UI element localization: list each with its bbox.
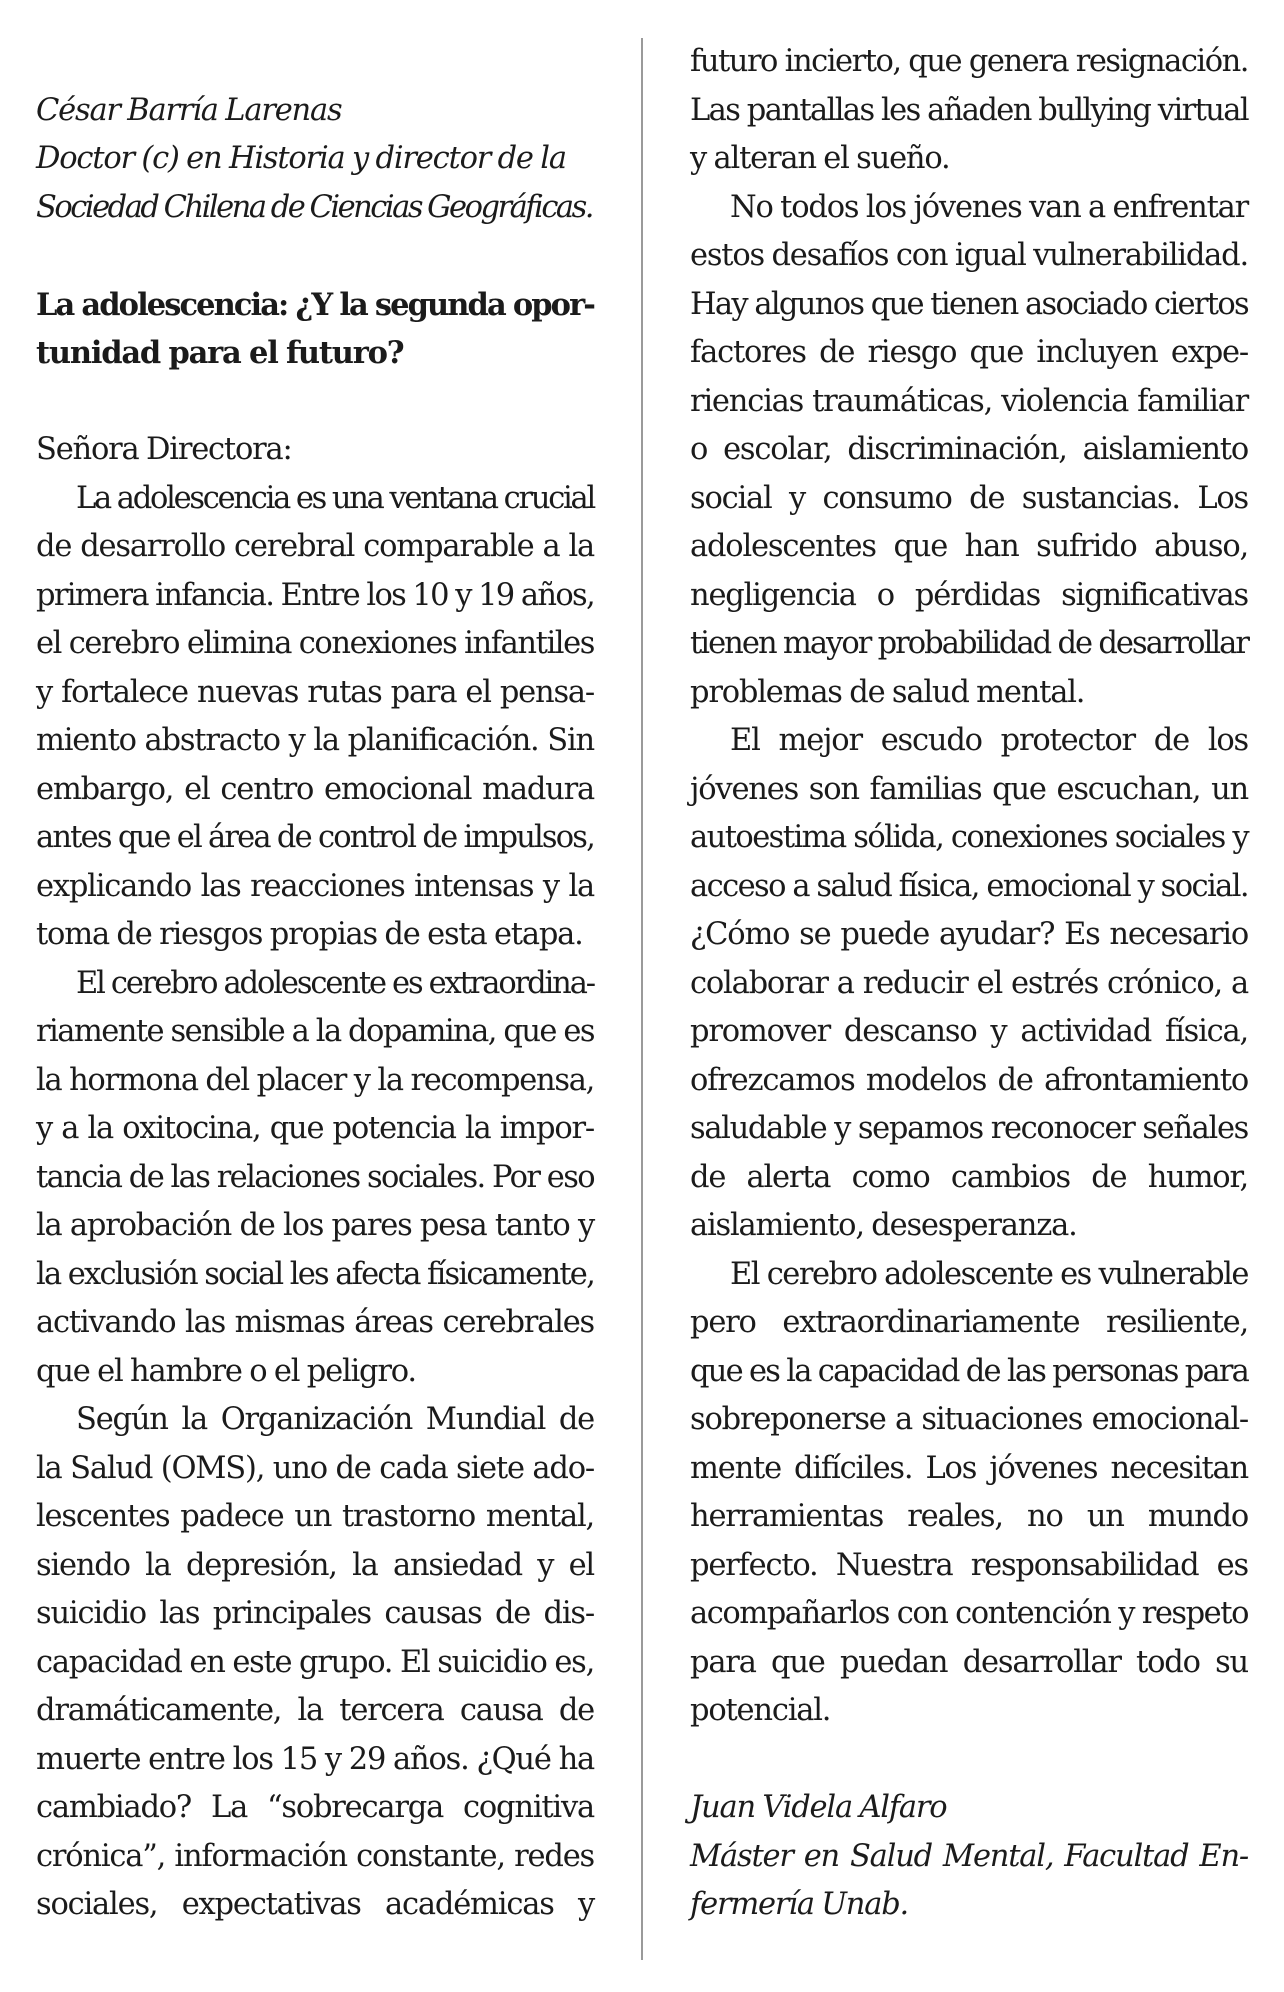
signature-juan-videla (690, 1784, 1248, 1930)
spacer (36, 378, 594, 427)
body-text-line: No todos los jóvenes van a enfrentar (730, 189, 1248, 225)
body-text-line: saludable y sepamos reconocer señales (690, 1111, 1248, 1146)
body-text-line: toma de riesgos propias de esta etapa. (36, 917, 583, 952)
body-text-line: capacidad en este grupo. El suicidio es, (36, 1644, 594, 1680)
body-text-line: futuro incierto, que genera resignación. (690, 44, 1248, 79)
body-text-line: tancia de las relaciones sociales. Por eso (36, 1159, 594, 1195)
letter-body-left (36, 475, 594, 1930)
body-text-line: embargo, el centro emocional madura (36, 771, 594, 807)
headline-line: La adolescencia: ¿Y la segunda opor- (36, 286, 594, 323)
body-text-line: jóvenes son familias que escuchan, un (690, 771, 1248, 807)
body-text-line: siendo la depresión, la ansiedad y el (36, 1547, 594, 1583)
signature-cesar-barria (36, 87, 594, 233)
body-text-line: dramáticamente, la tercera causa de (36, 1693, 594, 1728)
body-text-line: pero extraordinariamente resiliente, (690, 1305, 1248, 1340)
salutation: Señora Directora: (36, 432, 292, 467)
signature-title-line: fermería Unab. (690, 1887, 909, 1922)
body-text-line: social y consumo de sustancias. Los (690, 480, 1248, 516)
body-text-line: ¿Cómo se puede ayudar? Es necesario (690, 917, 1248, 952)
signature-title-line: Sociedad Chilena de Ciencias Geográficas. (36, 189, 592, 225)
body-text-line: el cerebro elimina conexiones infantiles (36, 626, 594, 661)
body-text-line: y fortalece nuevas rutas para el pensa- (36, 674, 594, 710)
body-text-line: colaborar a reducir el estrés crónico, a (690, 965, 1248, 1001)
body-text-line: Según la Organización Mundial de (76, 1402, 594, 1437)
body-text-line: La adolescencia es una ventana crucial (76, 480, 594, 516)
body-text-line: la exclusión social les afecta físicamente, (36, 1256, 594, 1292)
signature-title-line: Máster en Salud Mental, Facultad En- (690, 1838, 1248, 1874)
body-text-line: promover descanso y actividad física, (690, 1014, 1248, 1049)
body-text-line: y alteran el sueño. (690, 141, 950, 176)
body-text-line: sobreponerse a situaciones emocional- (690, 1402, 1248, 1437)
body-text-line: riencias traumáticas, violencia familiar (690, 383, 1248, 419)
body-text-line: para que puedan desarrollar todo su (690, 1644, 1248, 1680)
body-text-line: herramientas reales, no un mundo (690, 1499, 1248, 1534)
body-text-line: factores de riesgo que incluyen expe- (690, 335, 1248, 370)
signature-title-line: Doctor (c) en Historia y director de la (36, 141, 566, 176)
body-text-line: la hormona del placer y la recompensa, (36, 1062, 594, 1098)
signature-name: Juan Videla Alfaro (690, 1790, 947, 1825)
body-text-line: El cerebro adolescente es vulnerable (730, 1256, 1248, 1292)
body-text-line: que el hambre o el peligro. (36, 1353, 416, 1389)
body-text-line: activando las mismas áreas cerebrales (36, 1305, 594, 1340)
body-text-line: suicidio las principales causas de dis- (36, 1596, 594, 1631)
body-text-line: mente difíciles. Los jóvenes necesitan (690, 1450, 1248, 1486)
body-text-line: Hay algunos que tienen asociado ciertos (690, 286, 1248, 322)
headline-line: tunidad para el futuro? (36, 335, 404, 371)
letter-body-right (690, 38, 1248, 1736)
right-column (690, 38, 1248, 1930)
signature-name: César Barría Larenas (36, 92, 342, 128)
body-text-line: tienen mayor probabilidad de desarrollar (690, 626, 1248, 661)
body-text-line: crónica”, información constante, redes (36, 1838, 594, 1874)
spacer (36, 38, 594, 87)
body-text-line: primera infancia. Entre los 10 y 19 años, (36, 577, 594, 613)
body-text-line: autoestima sólida, conexiones sociales y (690, 820, 1248, 855)
body-text-line: muerte entre los 15 y 29 años. ¿Qué ha (36, 1741, 594, 1777)
body-text-line: perfecto. Nuestra responsabilidad es (690, 1547, 1248, 1583)
body-text-line: lescentes padece un trastorno mental, (36, 1499, 594, 1534)
body-text-line: miento abstracto y la planificación. Sin (36, 723, 594, 758)
body-text-line: estos desafíos con igual vulnerabilidad. (690, 238, 1248, 273)
body-text-line: sociales, expectativas académicas y (36, 1887, 594, 1922)
left-column (36, 38, 594, 1930)
body-text-line: que es la capacidad de las personas para (690, 1353, 1248, 1389)
body-text-line: cambiado? La “sobrecarga cognitiva (36, 1790, 594, 1825)
body-text-line: problemas de salud mental. (690, 674, 1085, 710)
spacer (690, 1736, 1248, 1785)
body-text-line: o escolar, discriminación, aislamiento (690, 432, 1248, 467)
body-text-line: adolescentes que han sufrido abuso, (690, 529, 1248, 564)
column-divider (641, 38, 643, 1960)
body-text-line: Las pantallas les añaden bullying virtual (690, 92, 1248, 128)
body-text-line: El mejor escudo protector de los (730, 723, 1248, 758)
body-text-line: de desarrollo cerebral comparable a la (36, 529, 594, 564)
body-text-line: ofrezcamos modelos de afrontamiento (690, 1062, 1248, 1098)
body-text-line: potencial. (690, 1693, 831, 1728)
body-text-line: riamente sensible a la dopamina, que es (36, 1014, 594, 1049)
body-text-line: y a la oxitocina, que potencia la impor- (36, 1111, 594, 1146)
body-text-line: la aprobación de los pares pesa tanto y (36, 1208, 594, 1243)
body-text-line: aislamiento, desesperanza. (690, 1208, 1077, 1243)
spacer (36, 232, 594, 281)
body-text-line: negligencia o pérdidas significativas (690, 577, 1248, 613)
body-text-line: de alerta como cambios de humor, (690, 1159, 1248, 1195)
body-text-line: El cerebro adolescente es extraordina- (76, 965, 594, 1001)
body-text-line: explicando las reacciones intensas y la (36, 868, 594, 904)
body-text-line: antes que el área de control de impulsos, (36, 820, 594, 855)
body-text-line: la Salud (OMS), uno de cada siete ado- (36, 1450, 594, 1486)
body-text-line: acompañarlos con contención y respeto (690, 1596, 1248, 1631)
body-text-line: acceso a salud física, emocional y social. (690, 868, 1248, 904)
letter-headline (36, 281, 594, 378)
